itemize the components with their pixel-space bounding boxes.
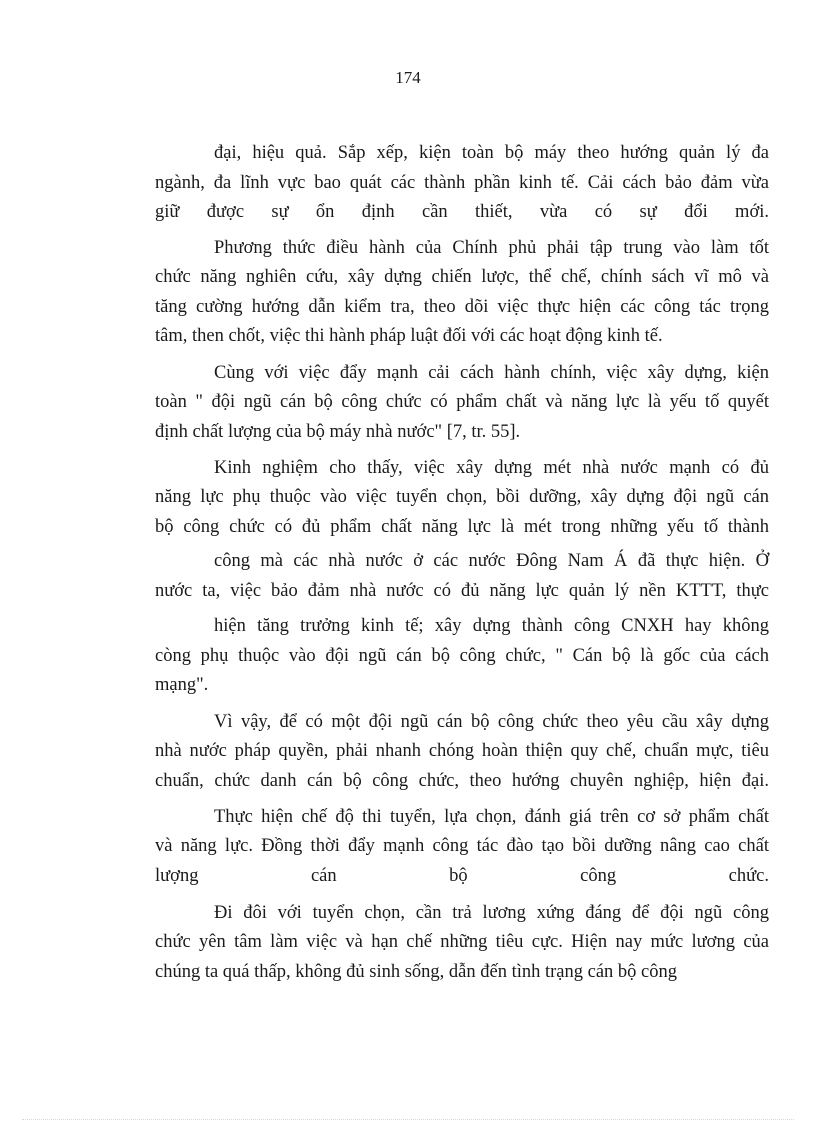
text-line: ngành, đa lĩnh vực bao quát các thành phần kinh tế. Cải cách bảo đảm vừa: [155, 173, 769, 193]
text-line: Phương thức điều hành của Chính phủ phải tập trung vào làm tốt: [214, 238, 769, 258]
page-bottom-divider: [22, 1119, 794, 1120]
text-line: Kinh nghiệm cho thấy, việc xây dựng mét nhà nước mạnh có đủ: [214, 458, 769, 478]
text-line: toàn " đội ngũ cán bộ công chức có phẩm chất và năng lực là yếu tố quyết: [155, 392, 769, 412]
text-line: Cùng với việc đẩy mạnh cải cách hành chính, việc xây dựng, kiện: [214, 363, 769, 383]
text-line: còng phụ thuộc vào đội ngũ cán bộ công chức, " Cán bộ là gốc của cách: [155, 646, 769, 666]
text-line: tâm, then chốt, việc thi hành pháp luật đối với các hoạt động kinh tế.: [155, 326, 663, 346]
text-line: nhà nước pháp quyền, phải nhanh chóng hoàn thiện quy chế, chuẩn mực, tiêu: [155, 741, 769, 761]
text-line: năng lực phụ thuộc vào việc tuyển chọn, bồi dưỡng, xây dựng đội ngũ cán: [155, 487, 769, 507]
text-line: chức yên tâm làm việc và hạn chế những tiêu cực. Hiện nay mức lương của: [155, 932, 769, 952]
text-line: đại, hiệu quả. Sắp xếp, kiện toàn bộ máy theo hướng quản lý đa: [214, 143, 769, 163]
text-line: hiện tăng trưởng kinh tế; xây dựng thành công CNXH hay không: [214, 616, 769, 636]
text-line: chúng ta quá thấp, không đủ sinh sống, dẫn đến tình trạng cán bộ công: [155, 962, 678, 982]
text-line: tăng cường hướng dẫn kiểm tra, theo dõi việc thực hiện các công tác trọng: [155, 297, 769, 317]
text-line: giữ được sự ổn định cần thiết, vừa có sự đổi mới.: [155, 202, 769, 222]
text-line: lượng cán bộ công chức.: [155, 866, 769, 886]
text-line: chức năng nghiên cứu, xây dựng chiến lược, thể chế, chính sách vĩ mô và: [155, 267, 769, 287]
text-line: mạng".: [155, 675, 209, 695]
page-number: 174: [395, 68, 421, 87]
text-line: chuẩn, chức danh cán bộ công chức, theo hướng chuyên nghiệp, hiện đại.: [155, 771, 769, 791]
text-line: bộ công chức có đủ phẩm chất năng lực là mét trong những yếu tố thành: [155, 517, 769, 537]
text-line: Vì vậy, để có một đội ngũ cán bộ công chức theo yêu cầu xây dựng: [214, 712, 769, 732]
text-line: công mà các nhà nước ở các nước Đông Nam Á đã thực hiện. Ở: [214, 551, 769, 571]
text-line: định chất lượng của bộ máy nhà nước" [7, tr. 55].: [155, 422, 521, 442]
text-line: Thực hiện chế độ thi tuyển, lựa chọn, đánh giá trên cơ sở phẩm chất: [214, 807, 769, 827]
text-line: và năng lực. Đồng thời đẩy mạnh công tác đào tạo bồi dưỡng nâng cao chất: [155, 836, 769, 856]
text-line: nước ta, việc bảo đảm nhà nước có đủ năng lực quản lý nền KTTT, thực: [155, 581, 769, 601]
text-line: Đi đôi với tuyển chọn, cần trả lương xứng đáng để đội ngũ công: [214, 903, 769, 923]
